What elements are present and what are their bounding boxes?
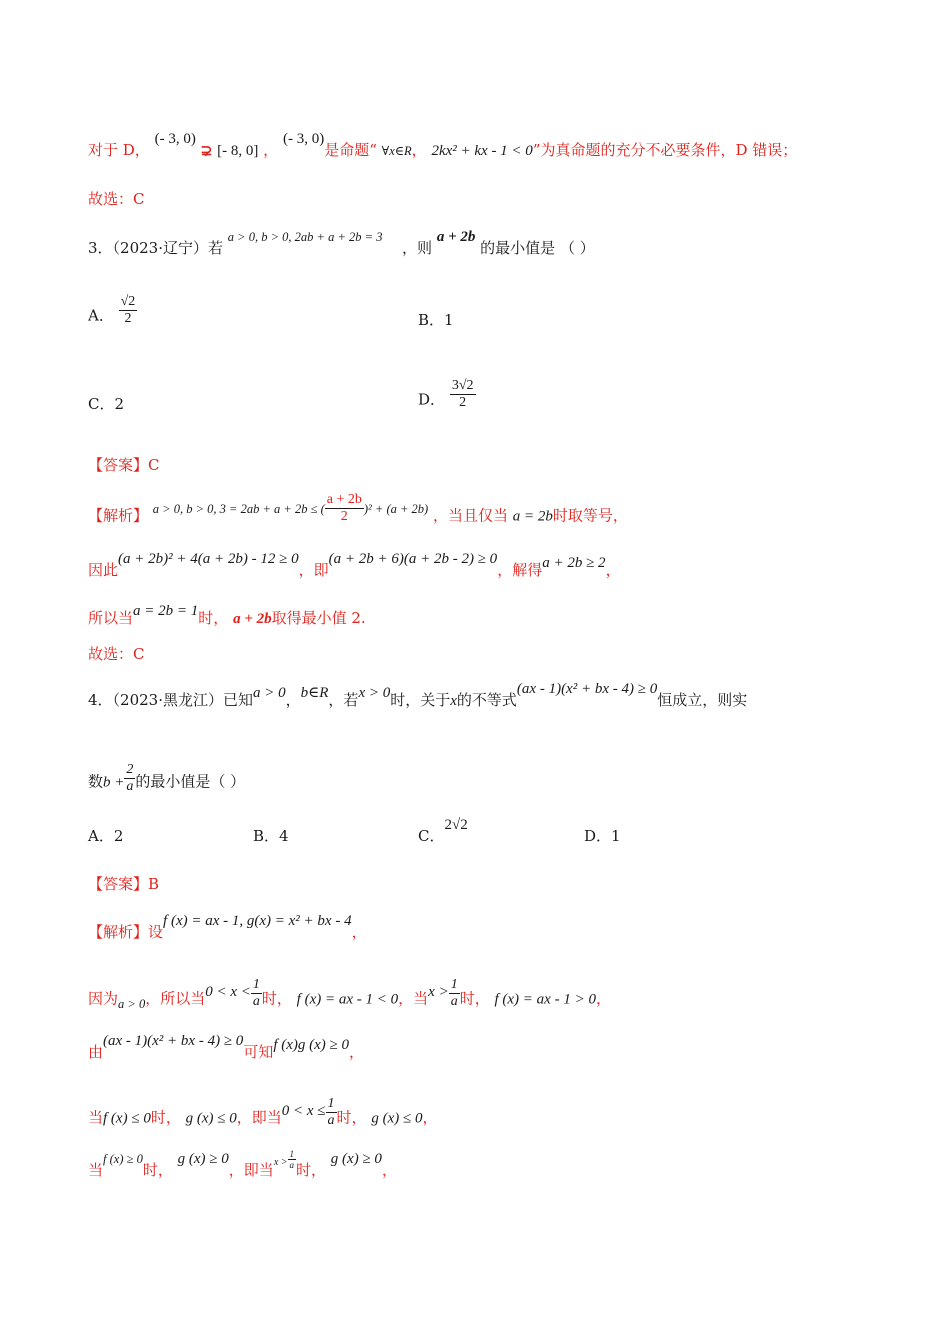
text: 时， bbox=[142, 1161, 173, 1179]
text: 当 bbox=[88, 1108, 104, 1127]
text: 设 bbox=[148, 923, 164, 941]
q3-answer: 【答案】C bbox=[88, 456, 160, 474]
q4-option-b: B．4 bbox=[253, 827, 289, 845]
math-expr: x > bbox=[273, 1157, 288, 1168]
q3-analysis-line3 bbox=[88, 603, 366, 629]
text: ，解得 bbox=[497, 561, 543, 579]
option-label: A． bbox=[88, 306, 114, 325]
text: 时， bbox=[198, 609, 229, 627]
text: ， bbox=[411, 141, 427, 159]
text: ， bbox=[351, 923, 367, 941]
q3-analysis-line2 bbox=[88, 551, 621, 581]
text: 当 bbox=[88, 1161, 104, 1179]
denominator: a bbox=[289, 1159, 294, 1170]
choice-line: 故选：C bbox=[88, 190, 145, 208]
math-fraction bbox=[251, 977, 262, 1010]
math-expr: a > 0 bbox=[118, 996, 146, 1011]
math-forall: ∀x∈R bbox=[381, 144, 412, 158]
numerator: 2 bbox=[126, 762, 134, 777]
q3-choice: 故选：C bbox=[88, 645, 145, 663]
text: ， bbox=[349, 1043, 365, 1061]
solution-d-line bbox=[88, 131, 798, 161]
math-expr: g (x) ≤ 0 bbox=[371, 1110, 423, 1127]
text: 因为 bbox=[88, 989, 119, 1008]
numerator: a + 2b bbox=[326, 492, 362, 507]
math-var: x bbox=[450, 693, 457, 709]
option-label: C． bbox=[418, 827, 445, 845]
math-expr: a + 2b bbox=[436, 229, 476, 245]
q3-option-a bbox=[88, 294, 137, 333]
text: ，则 bbox=[402, 239, 433, 257]
text: 时， bbox=[459, 989, 490, 1008]
text: ，即当 bbox=[228, 1161, 274, 1179]
text: 可知 bbox=[243, 1043, 274, 1061]
text: ， bbox=[605, 561, 621, 579]
option-label: D． bbox=[418, 390, 446, 409]
math-expr: b∈R bbox=[300, 685, 329, 701]
implication-icon: ⊋ bbox=[200, 143, 213, 159]
text: 时， bbox=[150, 1108, 181, 1127]
text: ， bbox=[422, 1108, 438, 1127]
numerator: 3√2 bbox=[451, 378, 474, 393]
denominator: 2 bbox=[340, 509, 348, 524]
text: 的最小值是（ ） bbox=[135, 772, 246, 791]
denominator: a bbox=[126, 779, 134, 794]
q3-option-c: C．2 bbox=[88, 395, 125, 413]
math-condition: a > 0, b > 0, 2ab + a + 2b = 3 bbox=[227, 230, 383, 244]
math-expr: a + 2b ≥ 2 bbox=[542, 555, 606, 571]
numerator: 1 bbox=[252, 977, 260, 992]
q3-stem bbox=[88, 229, 595, 259]
math-expr: g (x) ≥ 0 bbox=[330, 1151, 382, 1167]
math-expr: (a + 2b)² + 4(a + 2b) - 12 ≥ 0 bbox=[118, 551, 299, 567]
math-expr: x > 0 bbox=[358, 685, 391, 701]
option-fraction bbox=[119, 294, 138, 327]
math-expr: )² + (a + 2b) bbox=[363, 501, 429, 516]
text: ，所以当 bbox=[145, 989, 206, 1008]
math-expr: g (x) ≤ 0 bbox=[185, 1110, 237, 1127]
analysis-label: 【解析】 bbox=[88, 923, 149, 941]
q3-analysis-line1 bbox=[88, 492, 628, 533]
text: 的最小值是 （ ） bbox=[480, 239, 595, 257]
text: ，即 bbox=[298, 561, 329, 579]
text: 恒成立，则实 bbox=[657, 691, 748, 709]
denominator: a bbox=[252, 994, 260, 1009]
math-expr: f (x)g (x) ≥ 0 bbox=[273, 1037, 350, 1053]
text: 时， bbox=[261, 989, 292, 1008]
q4-stem-line2 bbox=[88, 762, 246, 799]
option-fraction bbox=[450, 378, 476, 411]
math-expr: a + 2b bbox=[233, 611, 272, 627]
math-expr: g (x) ≥ 0 bbox=[177, 1151, 229, 1167]
text: 时取等号， bbox=[552, 506, 628, 525]
text: ， bbox=[285, 691, 301, 709]
text: 由 bbox=[88, 1043, 104, 1061]
text: 时， bbox=[336, 1108, 367, 1127]
text: 因此 bbox=[88, 561, 119, 579]
math-expr: f (x) ≥ 0 bbox=[103, 1152, 143, 1166]
text: 时，关于 bbox=[390, 691, 451, 709]
interval-c: (- 3, 0) bbox=[282, 131, 325, 147]
text: ，若 bbox=[328, 691, 359, 709]
text: 数 bbox=[88, 772, 104, 791]
math-expr: f (x) = ax - 1 > 0 bbox=[494, 991, 596, 1008]
math-expr: (ax - 1)(x² + bx - 4) ≥ 0 bbox=[103, 1033, 244, 1049]
text: ”为真命题的充分不必要条件，D 错误； bbox=[532, 141, 798, 159]
text: ， bbox=[263, 141, 279, 159]
q4-analysis-line3 bbox=[88, 1033, 365, 1063]
q4-answer: 【答案】B bbox=[88, 875, 160, 893]
math-fraction bbox=[124, 762, 135, 795]
math-inequality: 2kx² + kx - 1 < 0 bbox=[431, 143, 533, 159]
math-expr: (ax - 1)(x² + bx - 4) ≥ 0 bbox=[516, 681, 658, 697]
q3-option-d bbox=[418, 378, 476, 417]
math-fraction bbox=[326, 1096, 337, 1129]
math-expr: b + bbox=[103, 774, 125, 791]
text: ，当 bbox=[398, 989, 429, 1008]
math-expr: a > 0 bbox=[253, 685, 286, 701]
math-fraction bbox=[325, 492, 364, 525]
q3-option-b: B．1 bbox=[418, 311, 454, 329]
math-fraction bbox=[449, 977, 460, 1010]
q4-option-a: A．2 bbox=[88, 827, 124, 845]
text: 3．（2023·辽宁）若 bbox=[88, 239, 223, 257]
text: 所以当 bbox=[88, 609, 134, 627]
denominator: 2 bbox=[124, 311, 132, 326]
q4-option-c bbox=[418, 817, 468, 847]
math-expr: f (x) ≤ 0 bbox=[103, 1110, 151, 1127]
numerator: 1 bbox=[289, 1148, 294, 1159]
denominator: a bbox=[327, 1113, 335, 1128]
denominator: a bbox=[450, 994, 458, 1009]
q4-stem-line1 bbox=[88, 681, 748, 711]
text: ， bbox=[595, 989, 611, 1008]
math-expr: a > 0, b > 0, 3 = 2ab + a + 2b ≤ ( bbox=[152, 501, 325, 516]
denominator: 2 bbox=[459, 395, 467, 410]
interval-a: (- 3, 0) bbox=[154, 131, 196, 147]
q4-analysis-line4 bbox=[88, 1096, 438, 1135]
analysis-label: 【解析】 bbox=[88, 506, 149, 525]
math-expr: a = 2b = 1 bbox=[133, 603, 199, 619]
q4-analysis-line2 bbox=[88, 977, 611, 1016]
interval-b: [- 8, 0] bbox=[217, 143, 259, 159]
text: ， bbox=[381, 1161, 397, 1179]
numerator: 1 bbox=[450, 977, 458, 992]
math-expr: 0 < x < bbox=[205, 983, 251, 1000]
option-value: 2√2 bbox=[444, 817, 468, 833]
math-eq: a = 2b bbox=[512, 508, 553, 525]
text: ，即当 bbox=[236, 1108, 282, 1127]
text: 是命题“ bbox=[324, 141, 377, 159]
text: 的不等式 bbox=[456, 691, 517, 709]
text: 取得最小值 2. bbox=[271, 609, 366, 627]
math-expr: x > bbox=[428, 983, 449, 1000]
text: 对于 D， bbox=[88, 141, 150, 159]
text: 4．（2023·黑龙江）已知 bbox=[88, 691, 253, 709]
math-expr: f (x) = ax - 1 < 0 bbox=[296, 991, 399, 1008]
math-expr: 0 < x ≤ bbox=[281, 1102, 326, 1119]
text: ，当且仅当 bbox=[433, 506, 509, 525]
math-fraction bbox=[288, 1149, 297, 1170]
math-expr: f (x) = ax - 1, g(x) = x² + bx - 4 bbox=[163, 913, 352, 929]
numerator: √2 bbox=[120, 294, 136, 309]
math-expr: (a + 2b + 6)(a + 2b - 2) ≥ 0 bbox=[328, 551, 498, 567]
q4-analysis-line1 bbox=[88, 913, 367, 943]
numerator: 1 bbox=[327, 1096, 335, 1111]
text: 时， bbox=[296, 1161, 327, 1179]
q4-option-d: D．1 bbox=[584, 827, 621, 845]
